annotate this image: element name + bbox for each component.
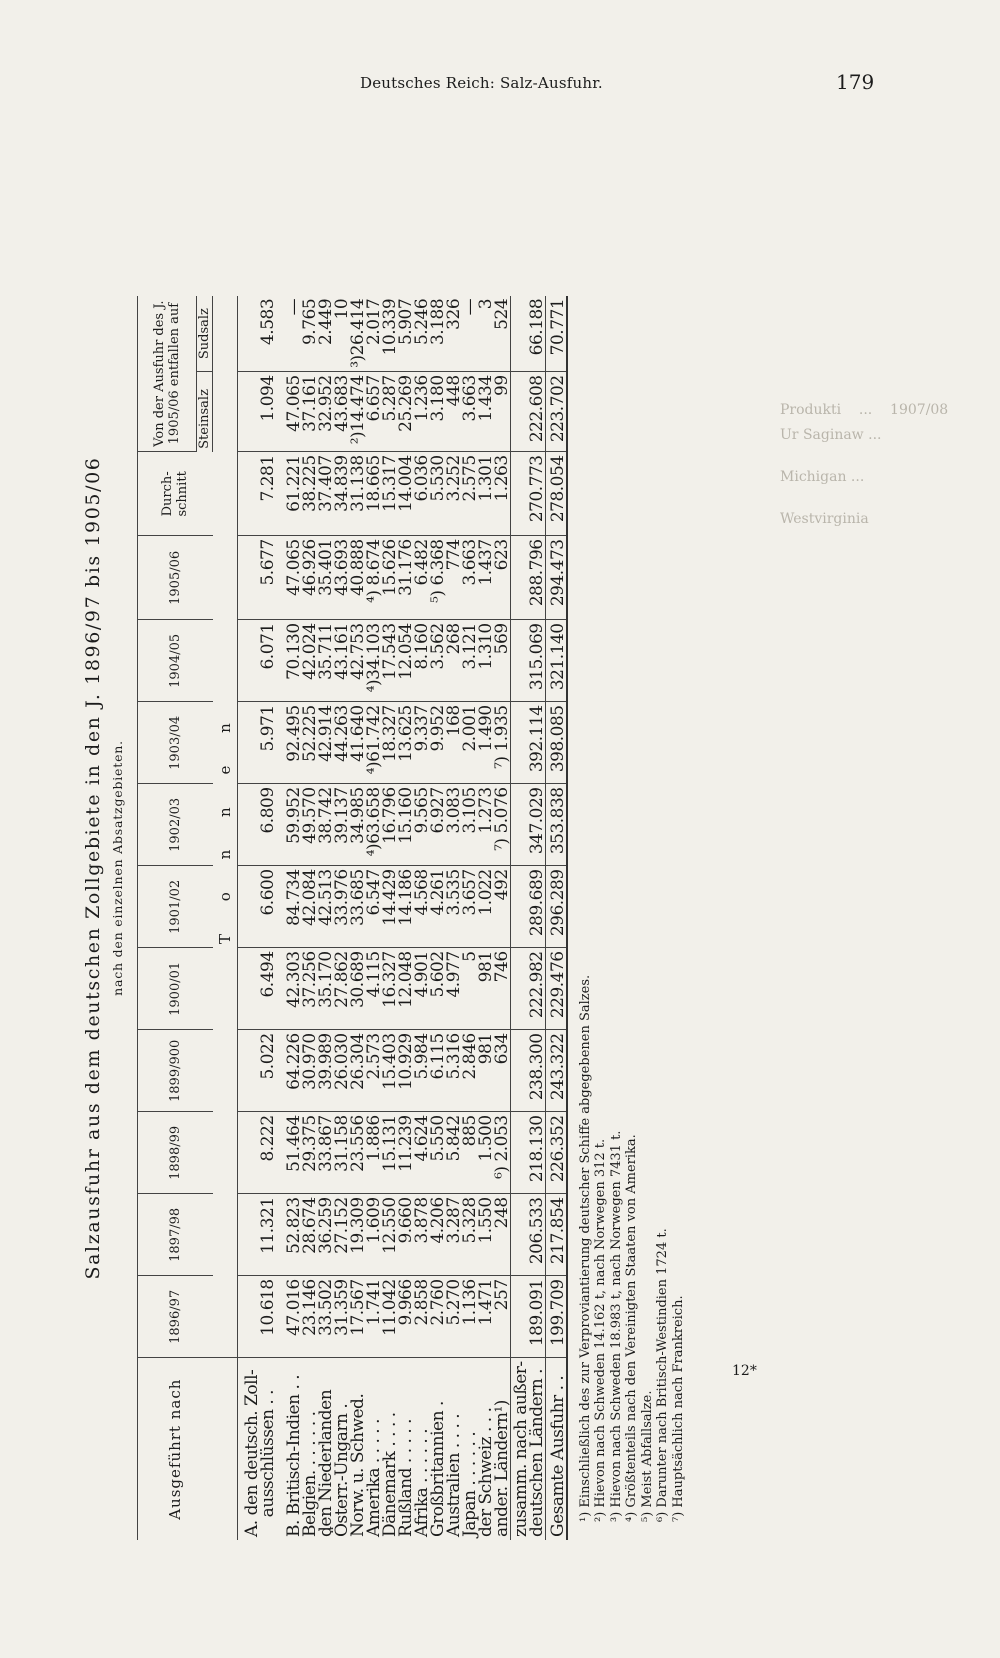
table-cell: 5.246 [414, 296, 430, 372]
table-cell: 11.042 [382, 1276, 398, 1358]
table-cell: 634 [494, 1030, 511, 1112]
table-cell: 3.180 [430, 372, 446, 452]
table-row [276, 296, 302, 1540]
table-cell: 3.105 [462, 784, 478, 866]
table-cell: 3.252 [446, 452, 462, 536]
table-cell: 3.188 [430, 296, 446, 372]
table-cell: 10.339 [382, 296, 398, 372]
table-cell: 2.858 [414, 1276, 430, 1358]
table-cell: 47.065 [276, 372, 302, 452]
table-cell: 1.609 [366, 1194, 382, 1276]
table-cell: 347.029 [510, 784, 545, 866]
table-cell: 84.734 [276, 866, 302, 948]
table-cell: 6.927 [430, 784, 446, 866]
table-cell: 33.502 [318, 1276, 334, 1358]
table-cell: 5.971 [237, 702, 276, 784]
table-cell: 746 [494, 948, 511, 1030]
table-cell: 199.709 [545, 1276, 567, 1358]
table-cell: 28.674 [302, 1194, 318, 1276]
table-cell: 29.375 [302, 1112, 318, 1194]
footnotes [578, 118, 687, 1522]
table-cell: 15.317 [382, 452, 398, 536]
table-cell: 6.657 [366, 372, 382, 452]
table-cell: 15.403 [382, 1030, 398, 1112]
table-cell: 9.660 [398, 1194, 414, 1276]
row-label: Japan . . . . . . [459, 1431, 480, 1537]
table-cell: 6.547 [366, 866, 382, 948]
year-header: 1897/98 [138, 1194, 213, 1276]
table-cell: 4.568 [414, 866, 430, 948]
table-cell: 218.130 [510, 1112, 545, 1194]
table-cell: 42.513 [318, 866, 334, 948]
table-cell: 12.048 [398, 948, 414, 1030]
year-header: 1903/04 [138, 702, 213, 784]
show-through-line: Produkti ... 1907/08 [780, 402, 949, 418]
row-label: Norw. u. Schwed. [347, 1393, 368, 1537]
table-cell: 222.982 [510, 948, 545, 1030]
table-cell: 315.069 [510, 620, 545, 702]
table-cell: 39.137 [334, 784, 350, 866]
salt-export-table [137, 296, 568, 1540]
table-cell: 42.303 [276, 948, 302, 1030]
table-cell: 1.434 [478, 372, 494, 452]
table-cell: 26.304 [350, 1030, 366, 1112]
table-cell: 289.689 [510, 866, 545, 948]
table-cell: 569 [494, 620, 511, 702]
table-cell: 288.796 [510, 536, 545, 620]
table-cell: 9.966 [398, 1276, 414, 1358]
show-through-line: Ur Saginaw ... [780, 427, 882, 443]
table-cell: 4.206 [430, 1194, 446, 1276]
table-cell: 3.121 [462, 620, 478, 702]
table-cell: 774 [446, 536, 462, 620]
table-title: Salzausfuhr aus dem deutschen Zollgebiete in den J. 1896/97 bis 1905/06 [82, 456, 104, 1280]
table-cell: 13.625 [398, 702, 414, 784]
row-label: Österr.-Ungarn . [331, 1403, 352, 1537]
table-cell: 12.550 [382, 1194, 398, 1276]
table-cell: 398.085 [545, 702, 567, 784]
table-cell: 6.036 [414, 452, 430, 536]
table-cell: 44.263 [334, 702, 350, 784]
table-cell: 217.854 [545, 1194, 567, 1276]
table-cell: 33.685 [350, 866, 366, 948]
table-cell: 294.473 [545, 536, 567, 620]
table-cell: 1.236 [414, 372, 430, 452]
table-cell: 52.823 [276, 1194, 302, 1276]
footnote: ⁷) Hauptsächlich nach Frankreich. [670, 1295, 686, 1522]
table-cell: 6.494 [237, 948, 276, 1030]
table-cell: 2.449 [318, 296, 334, 372]
table-cell: 16.327 [382, 948, 398, 1030]
footnote: ⁵) Meist Abfallsalze. [639, 1390, 655, 1522]
table-cell: 3.878 [414, 1194, 430, 1276]
signature-mark: 12* [732, 1363, 757, 1379]
table-cell: 2.017 [366, 296, 382, 372]
table-cell: 42.914 [318, 702, 334, 784]
row-label: Amerika . . . . . [363, 1419, 384, 1537]
table-cell: 5.984 [414, 1030, 430, 1112]
table-cell: 14.429 [382, 866, 398, 948]
table-cell: 5.530 [430, 452, 446, 536]
table-cell: — [462, 296, 478, 372]
table-cell: 5.316 [446, 1030, 462, 1112]
row-label: ander. Ländern¹) [491, 1400, 512, 1537]
table-cell: 27.862 [334, 948, 350, 1030]
table-cell: 38.742 [318, 784, 334, 866]
table-cell: 4.261 [430, 866, 446, 948]
table-cell: 42.024 [302, 620, 318, 702]
table-cell: 17.543 [382, 620, 398, 702]
split-header: Von der Ausfuhr des J. 1905/06 entfallen auf [138, 296, 197, 452]
table-cell: 52.225 [302, 702, 318, 784]
table-cell: 8.222 [237, 1112, 276, 1194]
table-cell: 31.138 [350, 452, 366, 536]
table-cell: 49.570 [302, 784, 318, 866]
table-cell: 9.952 [430, 702, 446, 784]
table-cell: 31.176 [398, 536, 414, 620]
table-cell: 1.301 [478, 452, 494, 536]
year-header: 1896/97 [138, 1276, 213, 1358]
table-cell: 1.741 [366, 1276, 382, 1358]
table-row [494, 296, 511, 1540]
table-cell: ⁴)34.103 [366, 620, 382, 702]
row-label: Dänemark . . . . [379, 1412, 400, 1537]
footnote: ⁶) Darunter nach Britisch-Westindien 1724 t. [655, 1228, 670, 1522]
table-cell: 5.270 [446, 1276, 462, 1358]
table-cell: 326 [446, 296, 462, 372]
table-cell: 885 [462, 1112, 478, 1194]
table-cell: 31.359 [334, 1276, 350, 1358]
row-label: A. den deutsch. Zoll- ausschlüssen . . [241, 1369, 278, 1537]
table-cell: 1.490 [478, 702, 494, 784]
show-through-line: Michigan ... [780, 469, 865, 485]
table-cell: 42.753 [350, 620, 366, 702]
table-cell: ⁵) 6.368 [430, 536, 446, 620]
table-cell: 6.115 [430, 1030, 446, 1112]
table-cell: 226.352 [545, 1112, 567, 1194]
table-cell: 392.114 [510, 702, 545, 784]
table-cell: 16.796 [382, 784, 398, 866]
row-label: Rußland . . . . . [395, 1418, 416, 1537]
table-cell: 70.130 [276, 620, 302, 702]
table-cell: 14.186 [398, 866, 414, 948]
table-cell: 43.693 [334, 536, 350, 620]
table-cell: 35.401 [318, 536, 334, 620]
table-cell: ³)26.414 [350, 296, 366, 372]
table-cell: 61.221 [276, 452, 302, 536]
table-cell: 492 [494, 866, 511, 948]
table-cell: 92.495 [276, 702, 302, 784]
row-label: Afrika . . . . . . [411, 1428, 432, 1537]
table-cell: 99 [494, 372, 511, 452]
table-cell: 448 [446, 372, 462, 452]
table-cell: 25.269 [398, 372, 414, 452]
table-cell: 3.535 [446, 866, 462, 948]
table-cell: 64.226 [276, 1030, 302, 1112]
row-label: Australien . . . . [443, 1413, 464, 1537]
table-cell: 9.765 [302, 296, 318, 372]
sudsalz-header: Sudsalz [197, 296, 213, 372]
table-cell: 10 [334, 296, 350, 372]
table-cell: 10.929 [398, 1030, 414, 1112]
average-header: Durch- schnitt [138, 452, 213, 536]
table-cell: 1.886 [366, 1112, 382, 1194]
table-cell: 34.839 [334, 452, 350, 536]
year-header: 1900/01 [138, 948, 213, 1030]
table-cell: 5.022 [237, 1030, 276, 1112]
table-cell: 19.309 [350, 1194, 366, 1276]
footnote: ¹) Einschließlich des zur Verproviantierung deutscher Schiffe abgegebenen Salzes. [577, 974, 593, 1522]
table-cell: 6.600 [237, 866, 276, 948]
table-cell: 47.016 [276, 1276, 302, 1358]
table-cell: 257 [494, 1276, 511, 1358]
table-cell: 524 [494, 296, 511, 372]
table-cell: 2.760 [430, 1276, 446, 1358]
table-cell: 270.773 [510, 452, 545, 536]
table-cell: 278.054 [545, 452, 567, 536]
table-cell: 6.482 [414, 536, 430, 620]
table-cell: 10.618 [237, 1276, 276, 1358]
table-cell: 981 [478, 1030, 494, 1112]
table-cell: 4.624 [414, 1112, 430, 1194]
table-cell: 36.259 [318, 1194, 334, 1276]
table-cell: 43.161 [334, 620, 350, 702]
table-cell: 11.321 [237, 1194, 276, 1276]
table-cell: 23.556 [350, 1112, 366, 1194]
table-subtitle: nach den einzelnen Absatzgebieten. [110, 740, 125, 996]
table-cell: 623 [494, 536, 511, 620]
table-cell: 30.689 [350, 948, 366, 1030]
row-label: zusamm. nach außer- deutschen Ländern . [510, 1358, 545, 1540]
table-cell: 3.657 [462, 866, 478, 948]
table-cell: 353.838 [545, 784, 567, 866]
table-cell: 2.001 [462, 702, 478, 784]
table-cell: 6.809 [237, 784, 276, 866]
table-cell: — [276, 296, 302, 372]
table-cell: ²)14.474 [350, 372, 366, 452]
table-cell: 15.626 [382, 536, 398, 620]
table-cell: 23.146 [302, 1276, 318, 1358]
table-cell: 31.158 [334, 1112, 350, 1194]
unit-label: T o n n e n [213, 296, 238, 1358]
table-cell: 9.337 [414, 702, 430, 784]
table-cell: 18.665 [366, 452, 382, 536]
table-cell: 222.608 [510, 372, 545, 452]
total-row [545, 296, 567, 1540]
table-cell: 8.160 [414, 620, 430, 702]
table-cell: 2.573 [366, 1030, 382, 1112]
table-cell: 3.083 [446, 784, 462, 866]
table-cell: 37.161 [302, 372, 318, 452]
table-cell: 38.225 [302, 452, 318, 536]
table-cell: 32.952 [318, 372, 334, 452]
steinsalz-header: Steinsalz [197, 372, 213, 452]
table-cell: 37.407 [318, 452, 334, 536]
table-cell: 168 [446, 702, 462, 784]
table-cell: 5.550 [430, 1112, 446, 1194]
table-cell: 3.663 [462, 372, 478, 452]
table-cell: 15.131 [382, 1112, 398, 1194]
table-cell: 4.901 [414, 948, 430, 1030]
table-cell: 1.500 [478, 1112, 494, 1194]
row-label: der Schweiz . . . [475, 1407, 496, 1537]
table-cell: 4.115 [366, 948, 382, 1030]
year-header: 1902/03 [138, 784, 213, 866]
table-cell: 3.562 [430, 620, 446, 702]
table-cell: 189.091 [510, 1276, 545, 1358]
table-cell: 238.300 [510, 1030, 545, 1112]
row-label: Gesamte Ausfuhr . . [545, 1358, 567, 1540]
table-cell: 1.094 [237, 372, 276, 452]
table-cell: 70.771 [545, 296, 567, 372]
table-cell: 4.583 [237, 296, 276, 372]
table-cell: 17.567 [350, 1276, 366, 1358]
year-header: 1899/900 [138, 1030, 213, 1112]
footnote: ³) Hievon nach Schweden 18.983 t, nach Norwegen 7431 t. [608, 1130, 624, 1522]
table-cell: 51.464 [276, 1112, 302, 1194]
table-body [237, 296, 567, 1540]
table-cell: 66.188 [510, 296, 545, 372]
table-cell: 5 [462, 948, 478, 1030]
table-cell: 1.022 [478, 866, 494, 948]
table-cell: 296.289 [545, 866, 567, 948]
row-label: den Niederlanden [315, 1389, 336, 1537]
row-label: B. Britisch-Indien . . [283, 1374, 304, 1537]
year-header: 1901/02 [138, 866, 213, 948]
table-cell: 59.952 [276, 784, 302, 866]
table-cell: 35.170 [318, 948, 334, 1030]
table-cell: 1.273 [478, 784, 494, 866]
table-cell: 248 [494, 1194, 511, 1276]
table-cell: ⁴)61.742 [366, 702, 382, 784]
table-cell: 39.989 [318, 1030, 334, 1112]
table-cell: ⁴) 8.674 [366, 536, 382, 620]
rotated-table-block [82, 118, 842, 1658]
table-cell: 9.565 [414, 784, 430, 866]
table-cell: 2.575 [462, 452, 478, 536]
table-cell: 1.136 [462, 1276, 478, 1358]
table-cell: 981 [478, 948, 494, 1030]
table-cell: 30.970 [302, 1030, 318, 1112]
table-cell: 1.263 [494, 452, 511, 536]
table-cell: 1.437 [478, 536, 494, 620]
table-cell: 26.030 [334, 1030, 350, 1112]
table-cell: 7.281 [237, 452, 276, 536]
table-cell: 41.640 [350, 702, 366, 784]
running-title: Deutsches Reich: Salz-Ausfuhr. [360, 74, 603, 92]
table-cell: 243.322 [545, 1030, 567, 1112]
table-cell: 18.327 [382, 702, 398, 784]
page-number: 179 [836, 70, 875, 94]
table-cell: 5.287 [382, 372, 398, 452]
table-cell: 33.867 [318, 1112, 334, 1194]
table-cell: 40.888 [350, 536, 366, 620]
row-label: Großbritannien . [427, 1401, 448, 1537]
table-cell: 37.256 [302, 948, 318, 1030]
table-cell: 43.683 [334, 372, 350, 452]
table-row [237, 296, 276, 1540]
table-cell: 223.702 [545, 372, 567, 452]
table-cell: 27.152 [334, 1194, 350, 1276]
table-cell: 34.985 [350, 784, 366, 866]
unit-row-spacer [213, 1358, 238, 1540]
column-header-destination: Ausgeführt nach [138, 1358, 213, 1540]
table-cell: ⁶) 2.053 [494, 1112, 511, 1194]
footnote: ⁴) Größtenteils nach den Vereinigten Staaten von Amerika. [624, 1134, 639, 1522]
sum-row [510, 296, 545, 1540]
table-cell: 268 [446, 620, 462, 702]
table-cell: 3.663 [462, 536, 478, 620]
table-cell: 47.065 [276, 536, 302, 620]
table-cell: ⁴)63.658 [366, 784, 382, 866]
table-cell: 3 [478, 296, 494, 372]
table-cell: ⁷) 1.935 [494, 702, 511, 784]
year-header: 1898/99 [138, 1112, 213, 1194]
table-cell: ⁷) 5.076 [494, 784, 511, 866]
table-cell: 229.476 [545, 948, 567, 1030]
table-cell: 42.084 [302, 866, 318, 948]
table-cell: 33.976 [334, 866, 350, 948]
table-cell: 5.907 [398, 296, 414, 372]
table-cell: 1.550 [478, 1194, 494, 1276]
table-cell: 46.926 [302, 536, 318, 620]
table-cell: 12.054 [398, 620, 414, 702]
table-cell: 1.471 [478, 1276, 494, 1358]
footnote: ²) Hievon nach Schweden 14.162 t, nach Norwegen 312 t. [593, 1138, 608, 1522]
table-cell: 14.004 [398, 452, 414, 536]
row-label: Belgien. . . . . . . [299, 1411, 320, 1537]
table-cell: 1.310 [478, 620, 494, 702]
table-cell: 5.842 [446, 1112, 462, 1194]
show-through-line: Westvirginia [780, 511, 869, 527]
year-header: 1904/05 [138, 620, 213, 702]
table-cell: 5.328 [462, 1194, 478, 1276]
table-cell: 6.071 [237, 620, 276, 702]
table-cell: 11.239 [398, 1112, 414, 1194]
table-cell: 2.846 [462, 1030, 478, 1112]
table-cell: 4.977 [446, 948, 462, 1030]
table-cell: 3.287 [446, 1194, 462, 1276]
table-cell: 35.711 [318, 620, 334, 702]
table-cell: 5.677 [237, 536, 276, 620]
table-cell: 5.602 [430, 948, 446, 1030]
table-cell: 15.160 [398, 784, 414, 866]
table-cell: 321.140 [545, 620, 567, 702]
table-cell: 206.533 [510, 1194, 545, 1276]
year-header: 1905/06 [138, 536, 213, 620]
